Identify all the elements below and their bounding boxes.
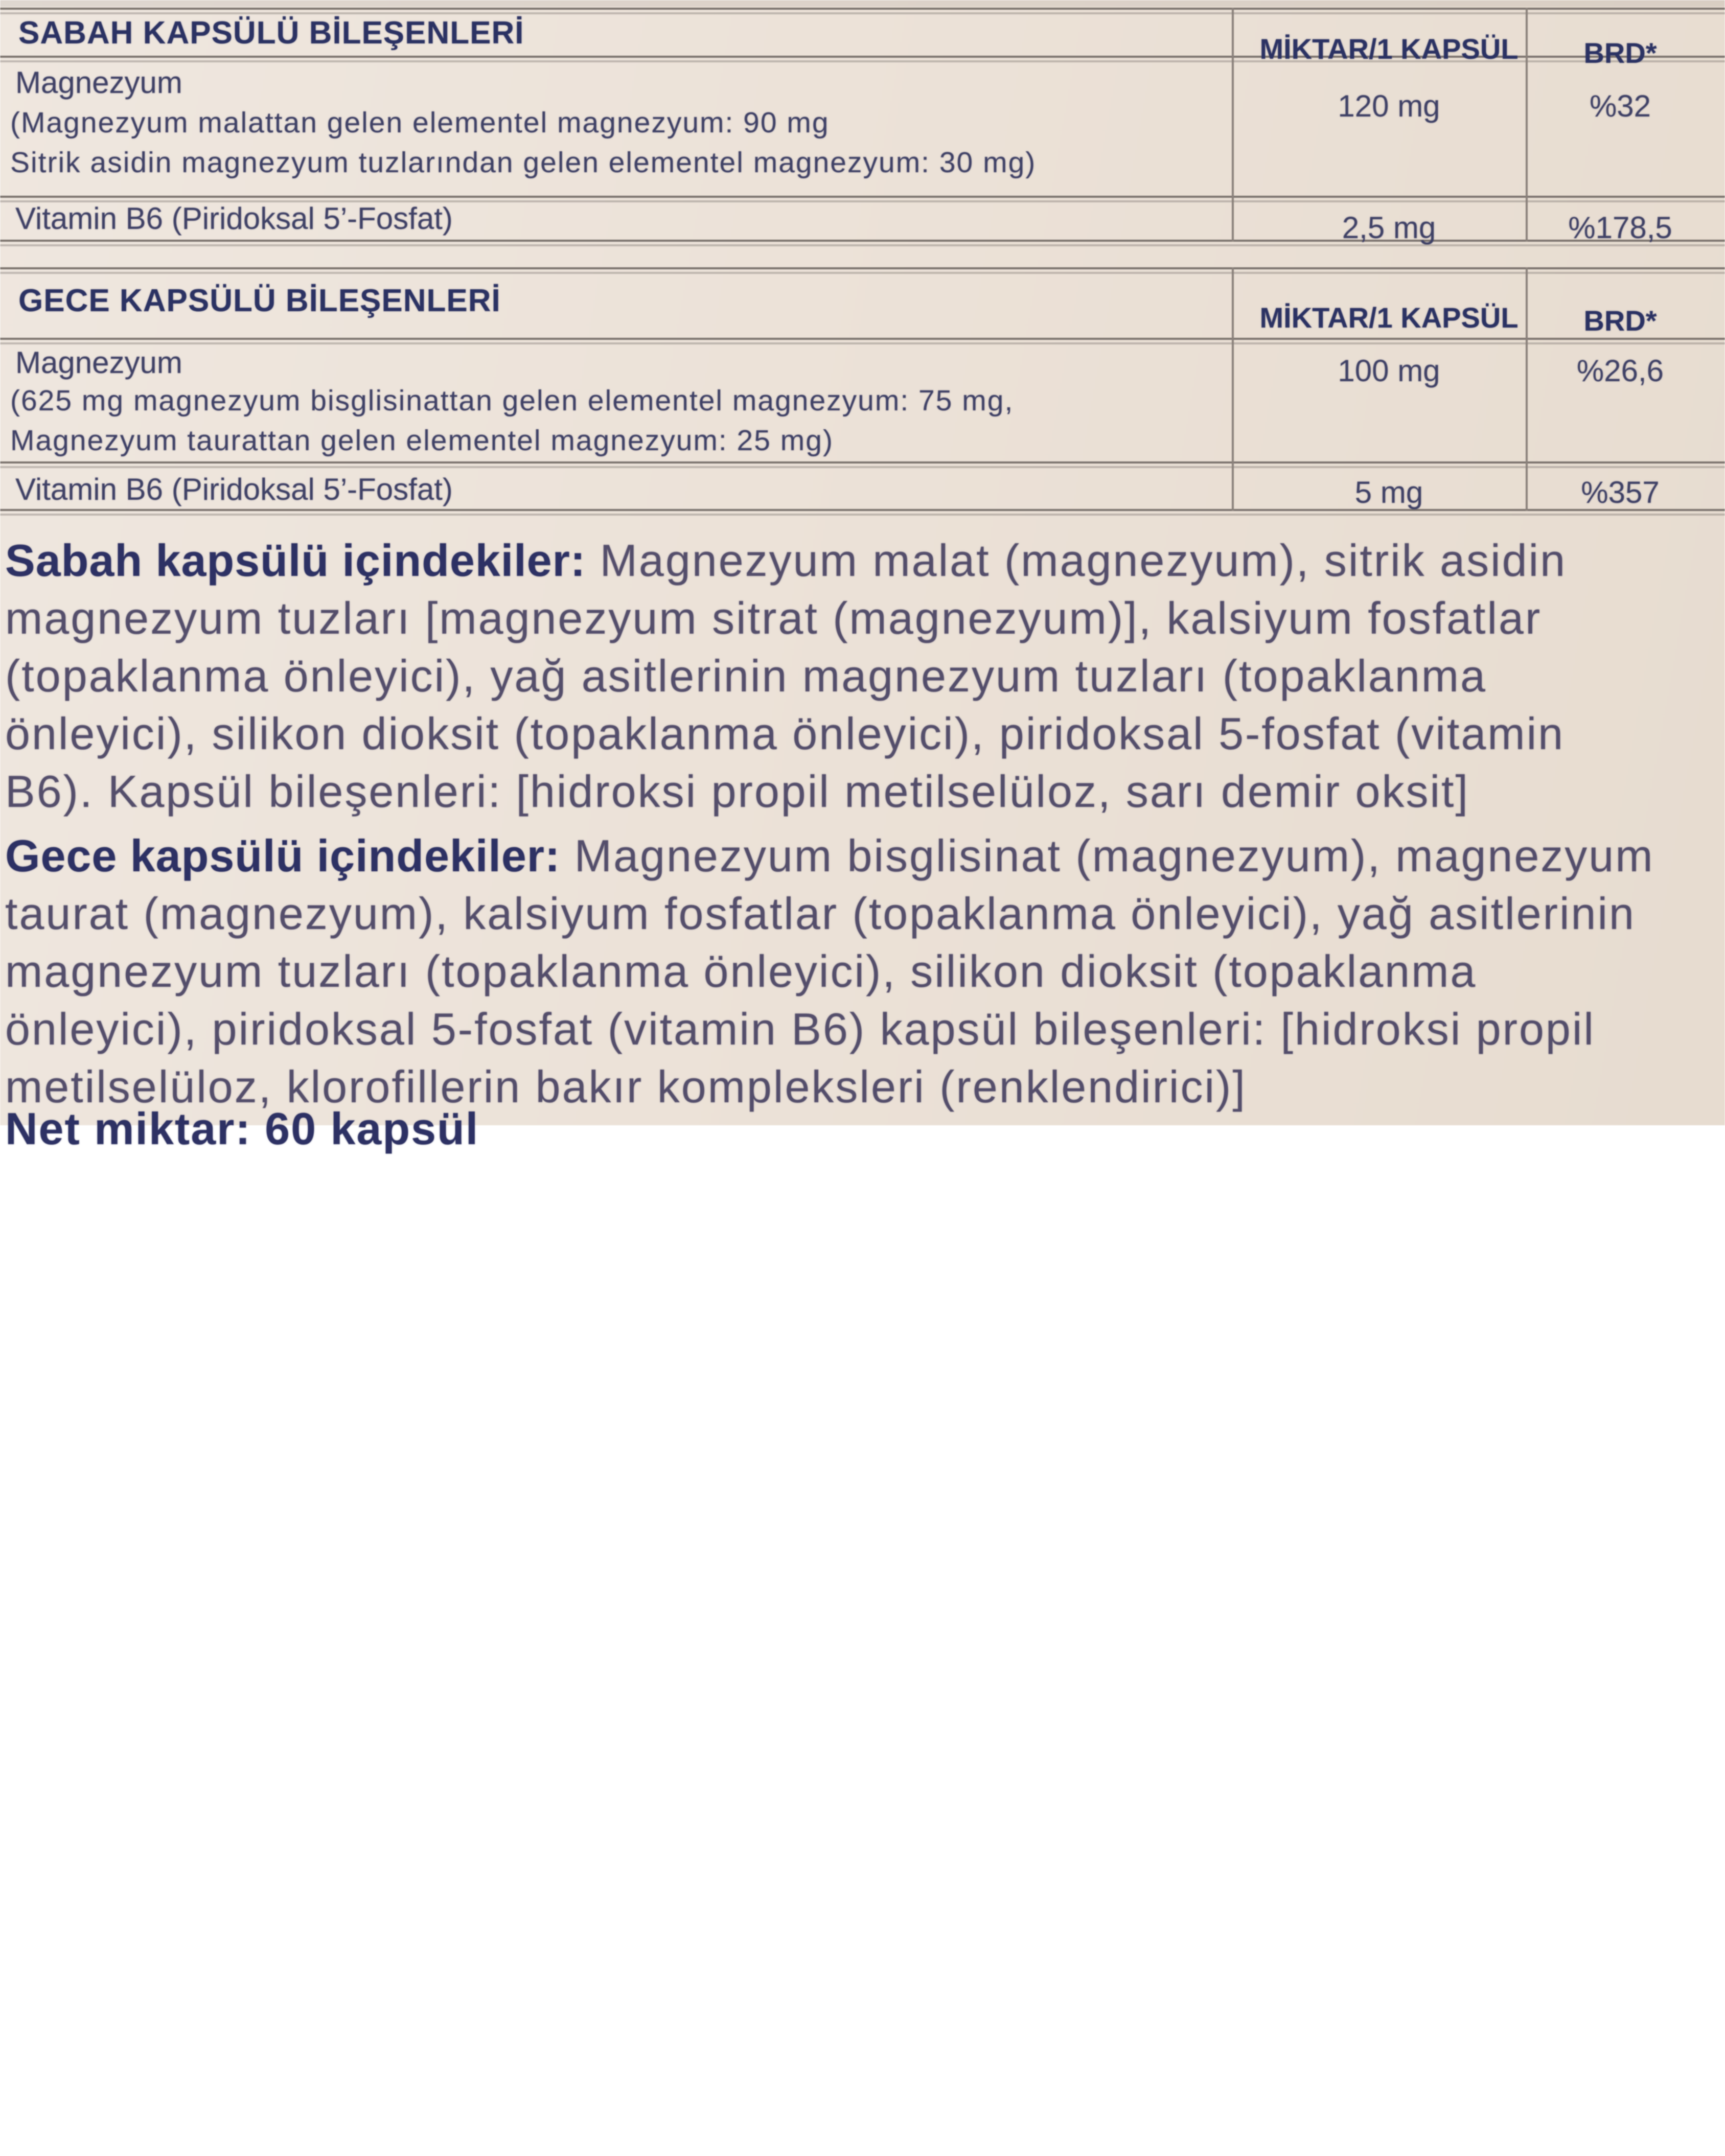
- ingredient-detail: Magnezyum taurattan gelen elementel magnezyum: 25 mg): [10, 424, 834, 457]
- paragraph-line: B6). Kapsül bileşenleri: [hidroksi propil metilselüloz, sarı demir oksit]: [5, 766, 1469, 817]
- paragraph-text: Magnezyum bisglisinat (magnezyum), magnezyum: [560, 830, 1654, 881]
- brd-value: %26,6: [1576, 354, 1664, 388]
- ingredients-paragraph-gece: [5, 827, 1722, 1116]
- table-header-divider: [0, 338, 1725, 340]
- table-row-divider: [0, 196, 1725, 198]
- ingredient-name: Vitamin B6 (Piridoksal 5’-Fosfat): [15, 201, 453, 236]
- brd-value: %357: [1581, 475, 1660, 509]
- paragraph-line: önleyici), piridoksal 5-fosfat (vitamin B6) kapsül bileşenleri: [hidroksi propil: [5, 1004, 1595, 1054]
- amount-value: 100 mg: [1338, 354, 1440, 388]
- ingredients-paragraph-sabah: [5, 531, 1722, 820]
- paragraph-lead: Gece kapsülü içindekiler:: [5, 830, 561, 881]
- table-sabah: [0, 8, 1725, 245]
- table-border-top: [0, 8, 1725, 10]
- paragraph-line: metilselüloz, klorofillerin bakır kompleksleri (renklendirici)]: [5, 1061, 1247, 1112]
- column-header-brd: BRD*: [1583, 37, 1657, 69]
- paragraph-line: (topaklanma önleyici), yağ asitlerinin magnezyum tuzları (topaklanma: [5, 651, 1487, 701]
- table-title: GECE KAPSÜLÜ BİLEŞENLERİ: [18, 283, 501, 318]
- brd-value: %32: [1589, 89, 1651, 123]
- amount-value: 2,5 mg: [1342, 211, 1436, 245]
- brd-value: %178,5: [1568, 211, 1672, 245]
- column-header-amount: MİKTAR/1 KAPSÜL: [1259, 302, 1519, 334]
- paragraph-text: Magnezyum malat (magnezyum), sitrik asidin: [586, 535, 1567, 586]
- paragraph-line: önleyici), silikon dioksit (topaklanma önleyici), piridoksal 5-fosfat (vitamin: [5, 708, 1565, 759]
- table-title: SABAH KAPSÜLÜ BİLEŞENLERİ: [18, 15, 524, 51]
- column-header-amount: MİKTAR/1 KAPSÜL: [1259, 33, 1519, 65]
- table-border-top: [0, 267, 1725, 269]
- ingredient-name: Magnezyum: [15, 345, 182, 380]
- column-header-brd: BRD*: [1583, 305, 1657, 337]
- ingredient-detail: Sitrik asidin magnezyum tuzlarından gelen elementel magnezyum: 30 mg): [10, 146, 1037, 179]
- ingredient-detail: (Magnezyum malattan gelen elementel magnezyum: 90 mg: [10, 106, 830, 139]
- table-gece: [0, 267, 1725, 511]
- paragraph-line: taurat (magnezyum), kalsiyum fosfatlar (topaklanma önleyici), yağ asitlerinin: [5, 888, 1636, 939]
- net-quantity-clipped-line: Net miktar: 60 kapsül: [5, 1103, 479, 1154]
- ingredient-name: Magnezyum: [15, 65, 182, 100]
- paragraph-line: [5, 531, 1722, 589]
- amount-value: 5 mg: [1354, 475, 1423, 509]
- paragraph-line: [5, 827, 1722, 885]
- paragraph-line: magnezyum tuzları (topaklanma önleyici), silikon dioksit (topaklanma: [5, 946, 1477, 996]
- paragraph-lead: Sabah kapsülü içindekiler:: [5, 535, 586, 586]
- amount-value: 120 mg: [1338, 89, 1440, 123]
- ingredient-name: Vitamin B6 (Piridoksal 5’-Fosfat): [15, 472, 453, 506]
- table-row-divider: [0, 461, 1725, 463]
- paragraph-line: magnezyum tuzları [magnezyum sitrat (magnezyum)], kalsiyum fosfatlar: [5, 593, 1542, 643]
- ingredient-detail: (625 mg magnezyum bisglisinattan gelen elementel magnezyum: 75 mg,: [10, 384, 1014, 417]
